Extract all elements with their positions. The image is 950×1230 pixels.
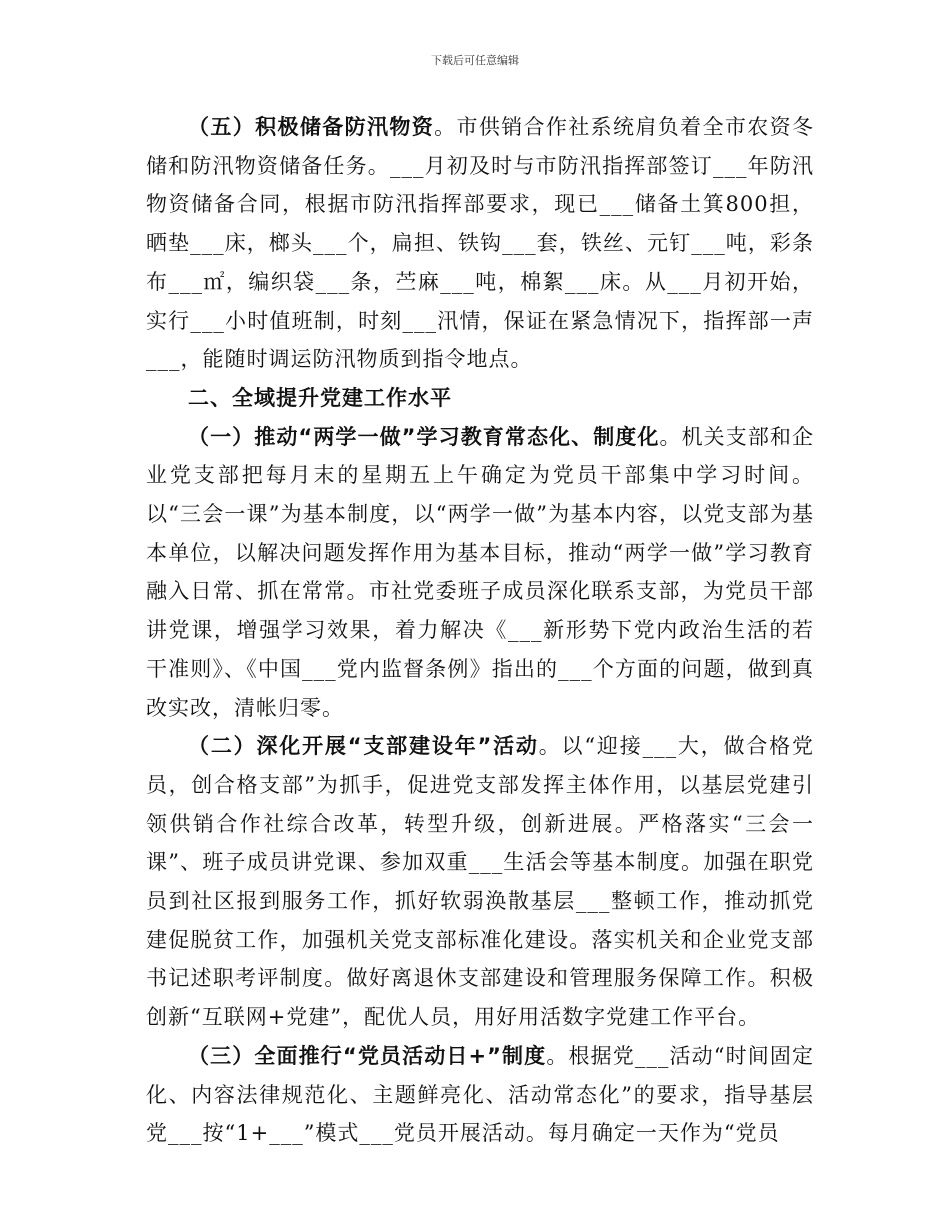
page-header-note: 下载后可任意编辑 — [431, 54, 519, 67]
section-body: 。以“迎接___大，做合格党员，创合格支部”为抓手，促进党支部发挥主体作用，以基层党建引领供销合作社综合改革，转型升级，创新进展。严格落实“三会一课”、班子成员讲党课、参加双重___生活会等基本制度。加强在职党员到社区报到服务工作，抓好软弱涣散基层___整顿工作，推动抓党建促脱贫工作，加强机关党支部标准化建设。落实机关和企业党支部书记述职考评制度。做好离退休支部建设和管理服务保障工作。积极创新“互联网+党建”，配优人员，用好用活数字党建工作平台。 — [146, 734, 814, 1030]
section-member-activity-day — [146, 1037, 814, 1153]
section-lead: （一）推动“两学一做”学习教育常态化、制度化 — [188, 424, 660, 449]
section-lead: （五）积极储备防汛物资 — [188, 115, 435, 139]
section-heading-party-building: 二、全域提升党建工作水平 — [188, 385, 452, 410]
section-body: 。根据党___活动“时间固定化、内容法律规范化、主题鲜亮化、活动常态化”的要求，指导基层党___按“1+___”模式___党员开展活动。每月确定一天作为“党员 — [146, 1043, 814, 1146]
section-body: 。机关支部和企业党支部把每月末的星期五上午确定为党员干部集中学习时间。以“三会一课”为基本制度，以“两学一做”为基本内容，以党支部为基本单位，以解决问题发挥作用为基本目标，推动“两学一做”学习教育融入日常、抓在常常。市社党委班子成员深化联系支部，为党员干部讲党课，增强学习效果，着力解决《___新形势下党内政治生活的若干准则》、《中国___党内监督条例》指出的___个方面的问题，做到真改实改，清帐归零。 — [146, 424, 814, 720]
section-body: 。市供销合作社系统肩负着全市农资冬储和防汛物资储备任务。___月初及时与市防汛指挥部签订___年防汛物资储备合同，根据市防汛指挥部要求，现已___储备土箕800担，晒垫___床，榔头___个，扁担、铁钩___套，铁丝、元钉___吨，彩条布___㎡，编织袋___条，苎麻___吨，棉絮___床。从___月初开始，实行___小时值班制，时刻___汛情，保证在紧急情况下，指挥部一声___，能随时调运防汛物质到指令地点。 — [146, 115, 815, 372]
document-body — [146, 108, 814, 1153]
section-lead: （二）深化开展“支部建设年”活动 — [188, 734, 539, 759]
section-flood-supplies — [146, 108, 814, 379]
section-study-education — [146, 418, 814, 728]
section-branch-building-year — [146, 727, 814, 1037]
section-lead: （三）全面推行“党员活动日+”制度 — [188, 1043, 547, 1068]
